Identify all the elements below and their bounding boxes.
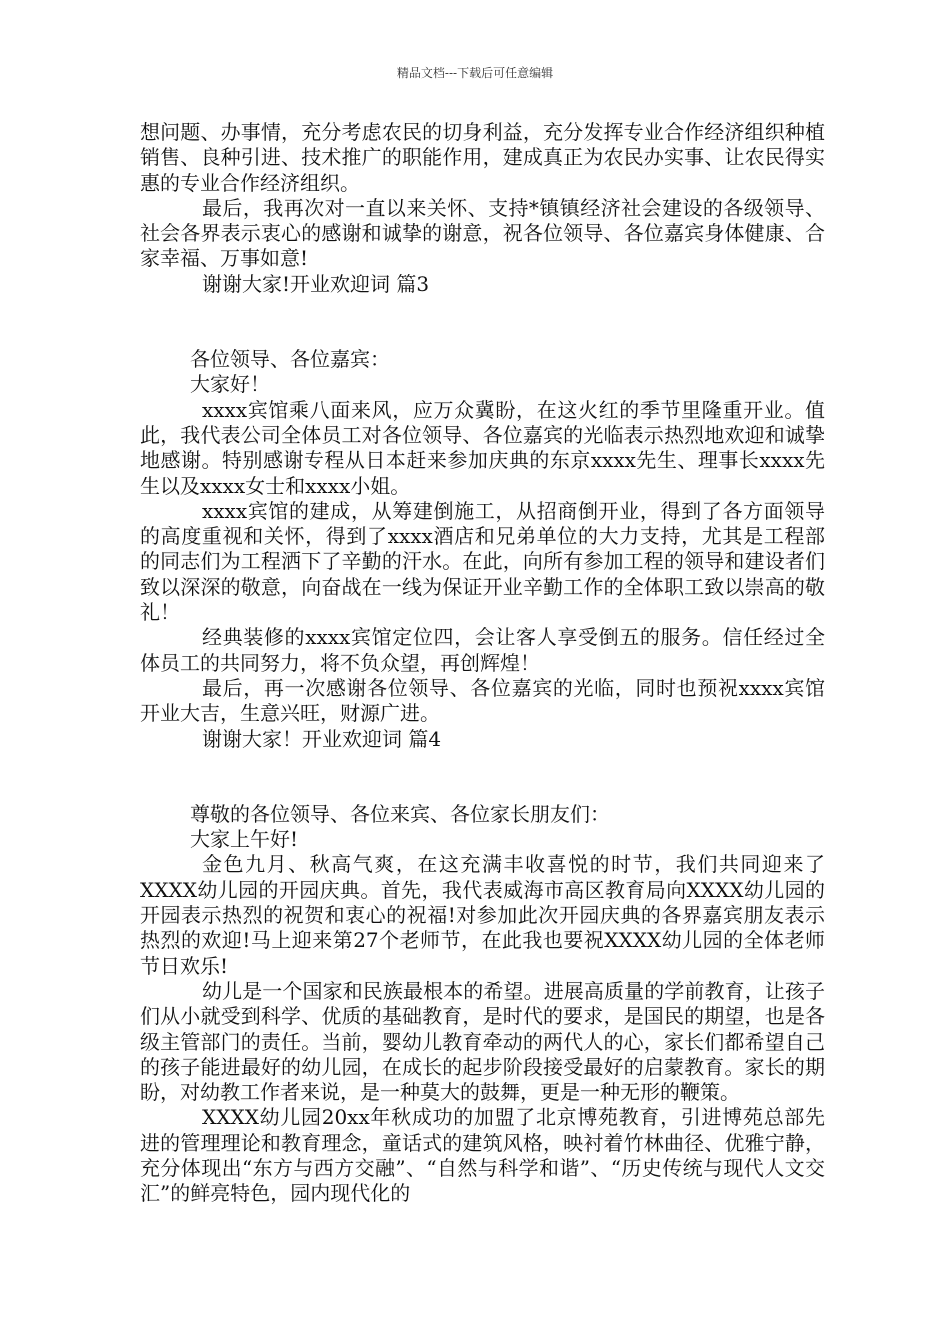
page-header: 精品文档---下载后可任意编辑 — [396, 66, 554, 80]
section-gap — [140, 752, 825, 802]
paragraph: 想问题、办事情，充分考虑农民的切身利益，充分发挥专业合作经济组织种植销售、良种引进、技术推广的职能作用，建成真正为农民办实事、让农民得实惠的专业合作经济组织。 — [140, 120, 825, 195]
paragraph: 各位领导、各位嘉宾： — [190, 347, 390, 372]
paragraph: 大家上午好! — [190, 827, 299, 852]
paragraph: 最后，再一次感谢各位领导、各位嘉宾的光临，同时也预祝xxxx宾馆开业大吉，生意兴旺，财源广进。 — [140, 675, 825, 726]
paragraph: 谢谢大家!开业欢迎词 篇3 — [202, 271, 430, 296]
paragraph: 金色九月、秋高气爽，在这充满丰收喜悦的时节，我们共同迎来了XXXX幼儿园的开园庆典。首先，我代表威海市高区教育局向XXXX幼儿园的开园表示热烈的祝贺和衷心的祝福!对参加此次开园庆典的各界嘉宾朋友表示热烈的欢迎!马上迎来第27个老师节，在此我也要祝XXXX幼儿园的全体老师节日欢乐! — [140, 852, 825, 978]
paragraph: 最后，我再次对一直以来关怀、支持*镇镇经济社会建设的各级领导、社会各界表示衷心的感谢和诚挚的谢意，祝各位领导、各位嘉宾身体健康、合家幸福、万事如意! — [140, 195, 825, 271]
paragraph: XXXX幼儿园20xx年秋成功的加盟了北京博苑教育，引进博苑总部先进的管理理论和教育理念，童话式的建筑风格，映衬着竹林曲径、优雅宁静，充分体现出“东方与西方交融”、“自然与科学和谐”、“历史传统与现代人文交汇”的鲜亮特色，园内现代化的 — [140, 1105, 825, 1206]
paragraph: 经典装修的xxxx宾馆定位四，会让客人享受倒五的服务。信任经过全体员工的共同努力，将不负众望，再创辉煌！ — [140, 625, 825, 675]
document-body — [140, 120, 825, 1207]
paragraph: 大家好！ — [190, 372, 270, 397]
paragraph: xxxx宾馆乘八面来风，应万众冀盼，在这火红的季节里隆重开业。值此，我代表公司全体员工对各位领导、各位嘉宾的光临表示热烈地欢迎和诚挚地感谢。特别感谢专程从日本赶来参加庆典的东京xxxx先生、理事长xxxx先生以及xxxx女士和xxxx小姐。 — [140, 397, 825, 498]
paragraph: 幼儿是一个国家和民族最根本的希望。进展高质量的学前教育，让孩子们从小就受到科学、优质的基础教育，是时代的要求，是国民的期望，也是各级主管部门的责任。当前，婴幼儿教育牵动的两代人的心，家长们都希望自己的孩子能进最好的幼儿园，在成长的起步阶段接受最好的启蒙教育。家长的期盼，对幼教工作者来说，是一种莫大的鼓舞，更是一种无形的鞭策。 — [140, 978, 825, 1105]
paragraph: 尊敬的各位领导、各位来宾、各位家长朋友们： — [190, 801, 610, 826]
paragraph: xxxx宾馆的建成，从筹建倒施工，从招商倒开业，得到了各方面领导的高度重视和关怀，得到了xxxx酒店和兄弟单位的大力支持，尤其是工程部的同志们为工程洒下了辛勤的汗水。在此，向所有参加工程的领导和建设者们致以深深的敬意，向奋战在一线为保证开业辛勤工作的全体职工致以崇高的敬礼！ — [140, 498, 825, 625]
paragraph: 谢谢大家！开业欢迎词 篇4 — [202, 726, 442, 751]
section-gap — [140, 297, 825, 347]
